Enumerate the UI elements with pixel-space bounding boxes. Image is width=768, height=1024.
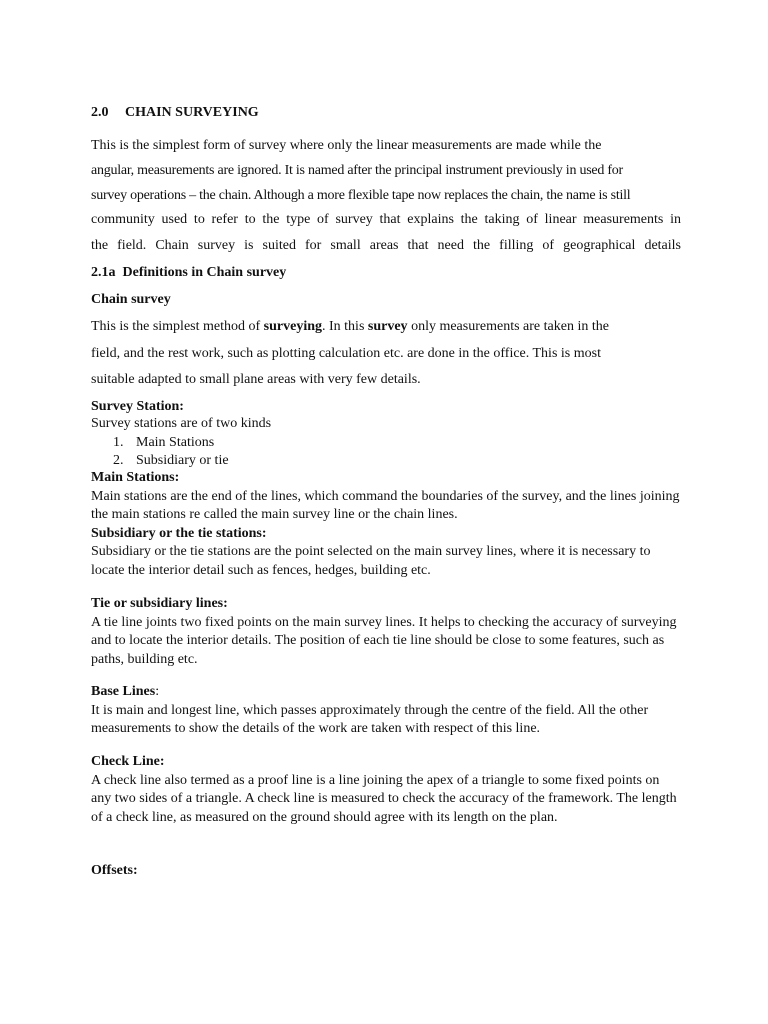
chain-survey-line-1 xyxy=(91,319,681,335)
chain-survey-text: . In this xyxy=(322,319,368,334)
intro-line-1: This is the simplest form of survey where only the linear measurements are made while the xyxy=(91,138,602,153)
tie-lines-section xyxy=(91,595,681,669)
main-stations-heading: Main Stations: xyxy=(91,470,180,485)
chain-survey-text: This is the simplest method of xyxy=(91,319,264,334)
survey-station-text: Survey stations are of two kinds xyxy=(91,416,272,431)
tie-lines-text: A tie line joints two fixed points on the main survey lines. It helps to checking the accuracy of surveying and to locate the interior details. The position of each tie line should be close to some features, such as paths, building etc. xyxy=(91,614,677,667)
intro-line-4: community used to refer to the type of survey that explains the taking of linear measurements in xyxy=(91,212,681,227)
survey-station-list xyxy=(113,434,229,470)
subsection-title: Definitions in Chain survey xyxy=(122,265,287,280)
chain-survey-text: only measurements are taken in the xyxy=(407,319,609,334)
main-stations-text: Main stations are the end of the lines, which command the boundaries of the survey, and the lines joining the main stations re called the main survey line or the chain lines. xyxy=(91,488,680,523)
chain-survey-line-3: suitable adapted to small plane areas with very few details. xyxy=(91,372,421,387)
base-lines-heading: Base Lines xyxy=(91,684,156,699)
intro-line-2: angular, measurements are ignored. It is named after the principal instrument previously in used for xyxy=(91,163,623,178)
bold-term-survey: survey xyxy=(367,319,408,334)
tie-stations-text: Subsidiary or the tie stations are the point selected on the main survey lines, where it is necessary to locate the interior detail such as fences, hedges, building etc. xyxy=(91,544,651,578)
subsection-heading xyxy=(91,265,681,281)
check-line-section xyxy=(91,753,681,827)
bold-term-surveying: surveying xyxy=(263,319,322,334)
list-number: 1. xyxy=(113,435,124,450)
base-lines-text: It is main and longest line, which passes approximately through the centre of the field. All the other measurements to show the details of the work are taken with respect of this line. xyxy=(91,702,649,737)
list-label: Subsidiary or tie xyxy=(136,453,229,468)
base-lines-heading-row xyxy=(91,683,681,702)
base-lines-section xyxy=(91,683,681,739)
list-number: 2. xyxy=(113,453,124,468)
tie-lines-heading: Tie or subsidiary lines: xyxy=(91,596,228,611)
offsets-heading: Offsets: xyxy=(91,863,138,878)
list-item xyxy=(113,434,229,452)
tie-stations-heading: Subsidiary or the tie stations: xyxy=(91,525,267,541)
subsection-number: 2.1a xyxy=(91,265,116,280)
chain-survey-line-2: field, and the rest work, such as plotting calculation etc. are done in the office. This is most xyxy=(91,346,601,361)
list-label: Main Stations xyxy=(136,435,215,450)
intro-line-3: survey operations – the chain. Although a more flexible tape now replaces the chain, the name is still xyxy=(91,188,631,203)
section-heading xyxy=(91,105,681,121)
check-line-heading: Check Line: xyxy=(91,754,165,769)
list-item xyxy=(113,452,229,470)
survey-station-heading: Survey Station: xyxy=(91,399,184,414)
chain-survey-heading: Chain survey xyxy=(91,292,171,307)
intro-line-5: the field. Chain survey is suited for small areas that need the filling of geographical details xyxy=(91,238,681,253)
section-number: 2.0 xyxy=(91,105,109,120)
section-title: CHAIN SURVEYING xyxy=(125,105,259,120)
check-line-text: A check line also termed as a proof line is a line joining the apex of a triangle to some fixed points on any two sides of a triangle. A check line is measured to check the accuracy of the framework. The length of a check line, as measured on the ground should agree with its length on the plan. xyxy=(91,772,677,825)
base-lines-colon: : xyxy=(155,684,160,699)
main-stations-section xyxy=(91,469,681,581)
